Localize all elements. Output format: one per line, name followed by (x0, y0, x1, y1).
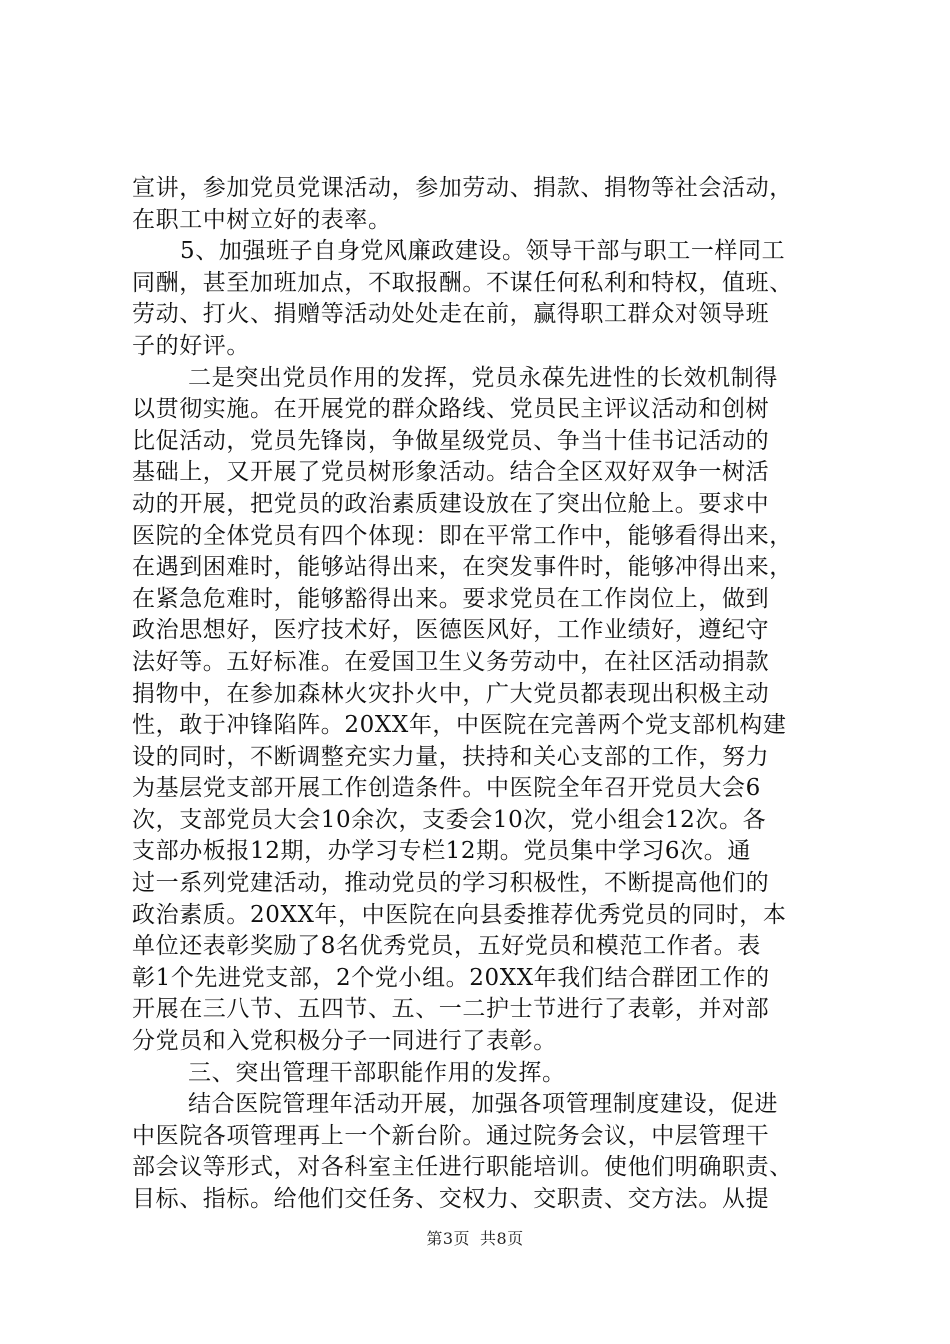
text-line: 目标、指标。给他们交任务、交权力、交职责、交方法。从提 (132, 1186, 770, 1212)
text-line: 部会议等形式，对各科室主任进行职能培训。使他们明确职责、 (132, 1154, 793, 1181)
text-line: 劳动、打火、捐赠等活动处处走在前，赢得职工群众对领导班 (132, 301, 770, 328)
text-line: 次，支部党员大会10余次，支委会10次，党小组会12次。各 (132, 806, 767, 833)
text-line: 子的好评。 (132, 332, 250, 359)
section-heading: 三、突出管理干部职能作用的发挥。 (188, 1059, 566, 1086)
text-line: 在紧急危难时，能够豁得出来。要求党员在工作岗位上，做到 (132, 585, 770, 612)
text-line: 中医院各项管理再上一个新台阶。通过院务会议，中层管理干 (132, 1122, 770, 1149)
text-line: 政治素质。20XX年，中医院在向县委推荐优秀党员的同时，本 (132, 901, 787, 928)
text-line: 宣讲，参加党员党课活动，参加劳动、捐款、捐物等社会活动， (132, 175, 793, 201)
text-line: 分党员和入党积极分子一同进行了表彰。 (132, 1028, 557, 1055)
text-line: 为基层党支部开展工作创造条件。中医院全年召开党员大会6 (132, 775, 761, 802)
text-line: 设的同时，不断调整充实力量，扶持和关心支部的工作，努力 (132, 743, 770, 770)
text-line: 在职工中树立好的表率。 (132, 206, 392, 233)
page-number: 第3页 (426, 1229, 470, 1248)
text-line: 开展在三八节、五四节、五、一二护士节进行了表彰，并对部 (132, 996, 770, 1023)
text-line: 比促活动，党员先锋岗，争做星级党员、争当十佳书记活动的 (132, 427, 770, 454)
text-line: 捐物中，在参加森林火灾扑火中，广大党员都表现出积极主动 (132, 680, 770, 707)
page-footer (0, 1226, 950, 1249)
text-line: 在遇到困难时，能够站得出来，在突发事件时，能够冲得出来， (132, 554, 793, 581)
text-line: 法好等。五好标准。在爱国卫生义务劳动中，在社区活动捐款 (132, 648, 770, 675)
text-line: 政治思想好，医疗技术好，医德医风好，工作业绩好，遵纪守 (132, 617, 770, 644)
page-total: 共8页 (480, 1229, 524, 1248)
text-line: 基础上，又开展了党员树形象活动。结合全区双好双争一树活 (132, 459, 770, 486)
text-line: 支部办板报12期，办学习专栏12期。党员集中学习6次。通 (132, 838, 751, 865)
text-line: 彰1个先进党支部，2个党小组。20XX年我们结合群团工作的 (132, 964, 770, 991)
text-line: 医院的全体党员有四个体现：即在平常工作中，能够看得出来， (132, 522, 793, 549)
text-line: 同酬，甚至加班加点，不取报酬。不谋任何私利和特权，值班、 (132, 269, 793, 296)
text-line: 单位还表彰奖励了8名优秀党员，五好党员和模范工作者。表 (132, 933, 761, 960)
text-line: 过一系列党建活动，推动党员的学习积极性，不断提高他们的 (132, 870, 770, 897)
text-line: 二是突出党员作用的发挥，党员永葆先进性的长效机制得 (188, 364, 778, 391)
text-line: 性，敢于冲锋陷阵。20XX年，中医院在完善两个党支部机构建 (132, 712, 787, 739)
text-line: 以贯彻实施。在开展党的群众路线、党员民主评议活动和创树 (132, 396, 770, 423)
text-line: 结合医院管理年活动开展，加强各项管理制度建设，促进 (188, 1091, 778, 1118)
text-line: 5、加强班子自身党风廉政建设。领导干部与职工一样同工 (180, 238, 786, 265)
text-line: 动的开展，把党员的政治素质建设放在了突出位舱上。要求中 (132, 490, 770, 517)
body-text (132, 173, 832, 1216)
